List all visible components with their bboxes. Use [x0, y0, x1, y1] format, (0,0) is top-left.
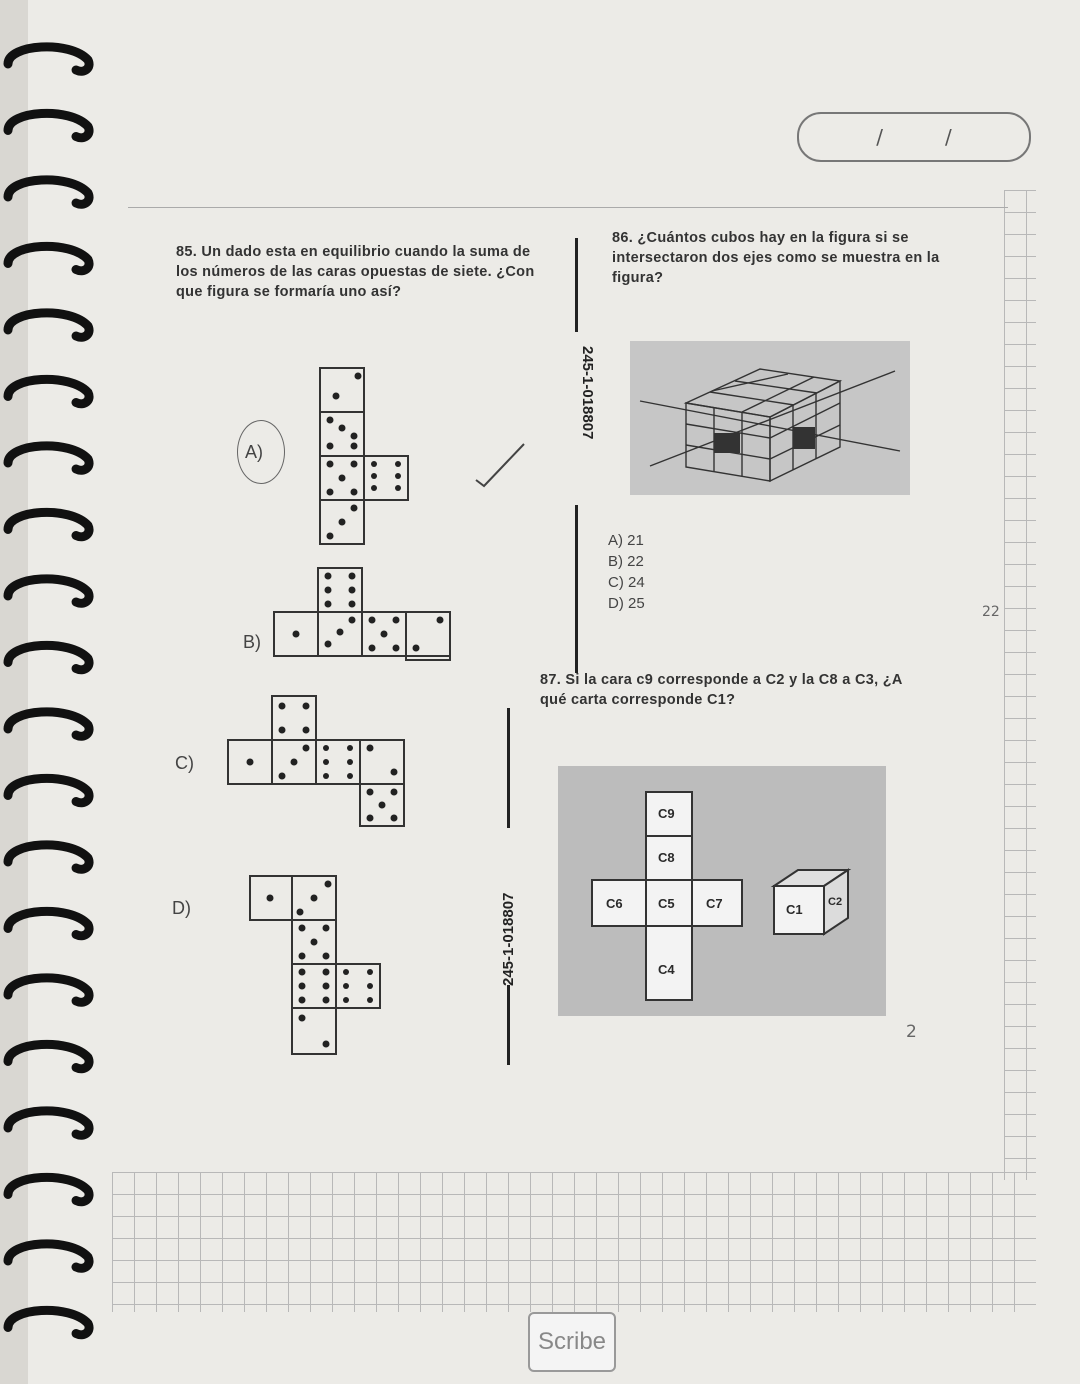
scribe-logo: Scribe — [528, 1312, 616, 1372]
spiral-ring — [8, 1310, 89, 1334]
option-d-label[interactable]: D) — [172, 898, 191, 918]
spiral-ring — [8, 379, 89, 403]
question-85-text: 85. Un dado esta en equilibrio cuando la suma de los números de las caras opuestas de siete. ¿Con que figura se formaría uno así? — [176, 244, 535, 300]
spiral-binding — [0, 20, 110, 1384]
divider-top — [575, 238, 578, 332]
card-net-figure — [558, 766, 886, 1016]
spiral-ring — [8, 313, 89, 337]
spiral-ring — [8, 446, 89, 470]
divider-bottom-upper — [507, 708, 510, 828]
top-rule — [128, 207, 1008, 208]
spiral-ring — [8, 1244, 89, 1268]
spiral-ring — [8, 180, 89, 204]
spiral-ring — [8, 778, 89, 802]
spiral-ring — [8, 113, 89, 137]
cube-figure — [630, 341, 910, 495]
answer-c[interactable]: C) 24 — [608, 574, 645, 591]
spiral-ring — [8, 978, 89, 1002]
exam-code-top: 245-1-018807 — [579, 346, 596, 440]
date-box — [797, 112, 1031, 162]
spiral-ring — [8, 645, 89, 669]
spiral-ring — [8, 579, 89, 603]
cube-label-c1: C1 — [786, 902, 803, 917]
date-slash-1: / — [876, 125, 883, 149]
divider-middle — [575, 505, 578, 673]
question-86-text: 86. ¿Cuántos cubos hay en la figura si se intersectaron dos ejes como se muestra en la figura? — [612, 230, 940, 286]
spiral-ring — [8, 47, 89, 71]
grid-paper-right — [1004, 190, 1036, 1180]
cube-label-c2: C2 — [828, 896, 843, 908]
spiral-ring — [8, 1044, 89, 1068]
spiral-ring — [8, 712, 89, 736]
answer-d[interactable]: D) 25 — [608, 595, 645, 612]
answer-a[interactable]: A) 21 — [608, 532, 644, 549]
grid-paper-bottom — [112, 1172, 1036, 1312]
dice-net-d — [248, 874, 384, 1058]
net-label-c4: C4 — [658, 962, 675, 977]
net-label-c8: C8 — [658, 850, 675, 865]
dice-net-a — [318, 366, 410, 548]
dice-net-c — [224, 694, 410, 828]
net-label-c5: C5 — [658, 896, 675, 911]
net-label-c9: C9 — [658, 806, 675, 821]
exam-code-bottom: 245-1-018807 — [500, 892, 517, 986]
net-label-c6: C6 — [606, 896, 623, 911]
spiral-ring — [8, 1111, 89, 1135]
spiral-ring — [8, 911, 89, 935]
q86-answers — [608, 530, 645, 614]
handwritten-margin-note: 22 — [982, 604, 1000, 620]
date-slash-2: / — [945, 125, 952, 149]
question-87-text: 87. Si la cara c9 corresponde a C2 y la C8 a C3, ¿A qué carta corresponde C1? — [540, 672, 903, 708]
option-c-label[interactable]: C) — [175, 753, 194, 773]
dice-net-b — [272, 566, 454, 662]
answer-b[interactable]: B) 22 — [608, 553, 644, 570]
checkmark-icon — [474, 440, 526, 490]
spiral-ring — [8, 246, 89, 270]
spiral-ring — [8, 845, 89, 869]
handwritten-page-number: 2 — [906, 1022, 917, 1042]
spiral-ring — [8, 1177, 89, 1201]
divider-bottom-lower — [507, 985, 510, 1065]
net-label-c7: C7 — [706, 896, 723, 911]
spiral-ring — [8, 512, 89, 536]
option-b-label[interactable]: B) — [243, 632, 261, 652]
option-a-label: A) — [245, 442, 263, 462]
